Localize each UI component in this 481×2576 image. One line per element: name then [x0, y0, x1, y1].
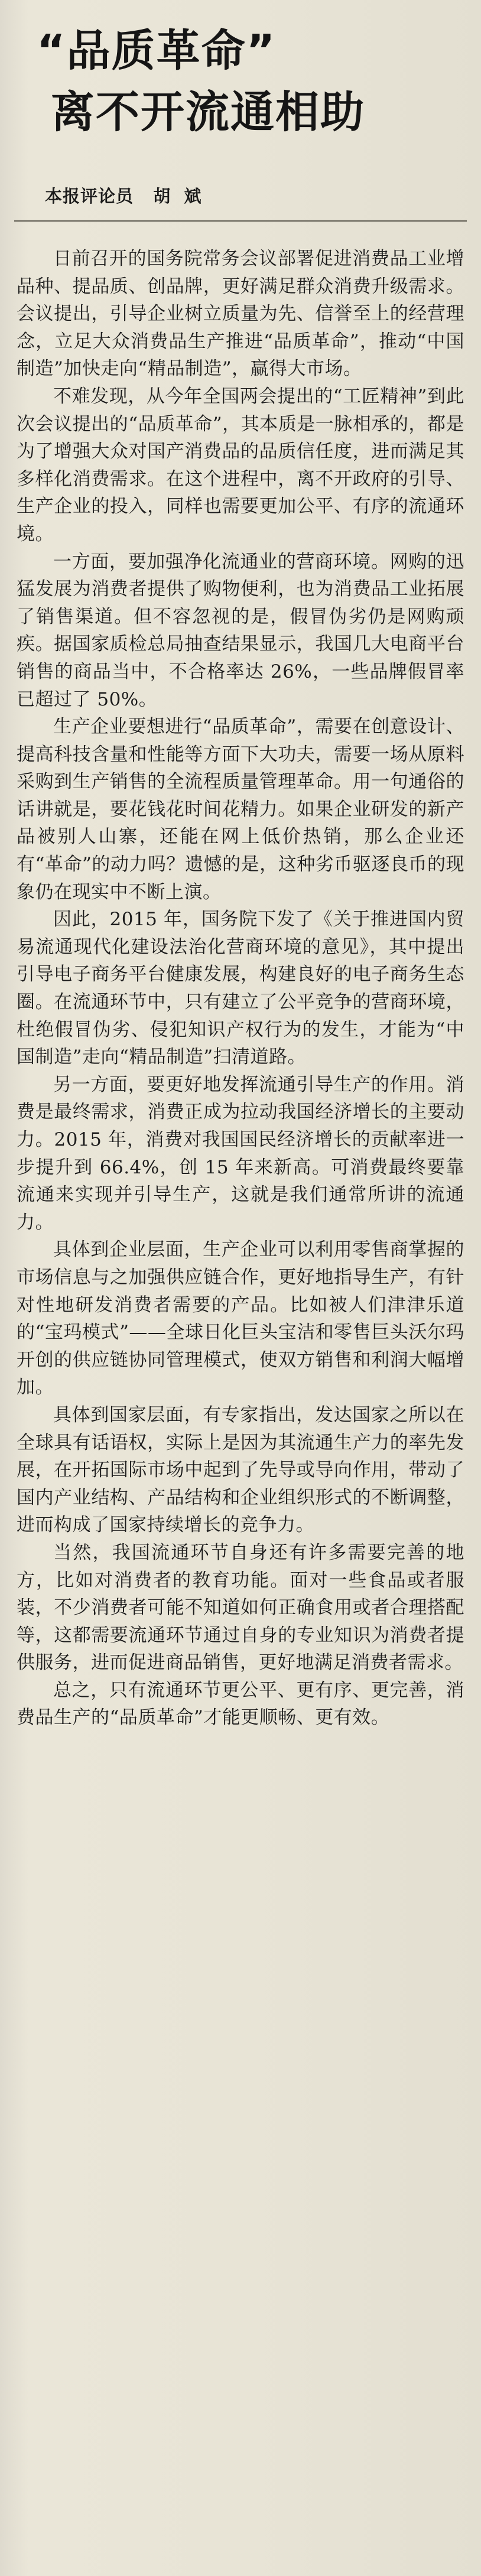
headline-line-2: 离不开流通相助 [51, 87, 365, 138]
headline-line-1: “品质革命” [37, 25, 277, 76]
paragraph: 一方面，要加强净化流通业的营商环境。网购的迅猛发展为消费者提供了购物便利，也为消费品工业拓展了销售渠道。但不容忽视的是，假冒伪劣仍是网购顽疾。据国家质检总局抽查结果显示，我国几大电商平台销售的商品当中，不合格率达 26%，一些品牌假冒率已超过了 50%。 [17, 551, 464, 710]
paragraph: 因此，2015 年，国务院下发了《关于推进国内贸易流通现代化建设法治化营商环境的意见》，其中提出引导电子商务平台健康发展，构建良好的电子商务生态圈。在流通环节中，只有建立了公平竞争的营商环境，杜绝假冒伪劣、侵犯知识产权行为的发生，才能为“中国制造”走向“精品制造”扫清道路。 [17, 909, 464, 1068]
paragraph: 生产企业要想进行“品质革命”，需要在创意设计、提高科技含量和性能等方面下大功夫，需要一场从原料采购到生产销售的全流程质量管理革命。用一句通俗的话讲就是，要花钱花时间花精力。如果企业研发的新产品被别人山寨，还能在网上低价热销，那么企业还有“革命”的动力吗？遗憾的是，这种劣币驱逐良币的现象仍在现实中不断上演。 [17, 716, 464, 903]
article-body [17, 245, 464, 1732]
paragraph: 具体到企业层面，生产企业可以利用零售商掌握的市场信息与之加强供应链合作，更好地指导生产，有针对性地研发消费者需要的产品。比如被人们津津乐道的“宝玛模式”——全球日化巨头宝洁和零售巨头沃尔玛开创的供应链协同管理模式，使双方销售和利润大幅增加。 [17, 1239, 464, 1398]
byline: 本报评论员 胡 斌 [45, 186, 202, 206]
paragraph: 总之，只有流通环节更公平、更有序、更完善，消费品生产的“品质革命”才能更顺畅、更有效。 [17, 1679, 464, 1729]
paragraph: 另一方面，要更好地发挥流通引导生产的作用。消费是最终需求，消费正成为拉动我国经济增长的主要动力。2015 年，消费对我国国民经济增长的贡献率进一步提升到 66.4%，创 15 年来新高。可消费最终要靠流通来实现并引导生产，这就是我们通常所讲的流通力。 [17, 1074, 464, 1233]
paragraph: 日前召开的国务院常务会议部署促进消费品工业增品种、提品质、创品牌，更好满足群众消费升级需求。会议提出，引导企业树立质量为先、信誉至上的经营理念，立足大众消费品生产推进“品质革命”，推动“中国制造”加快走向“精品制造”，赢得大市场。 [17, 248, 464, 380]
paragraph: 不难发现，从今年全国两会提出的“工匠精神”到此次会议提出的“品质革命”，其本质是一脉相承的，都是为了增强大众对国产消费品的品质信任度，进而满足其多样化消费需求。在这个进程中，离不开政府的引导、生产企业的投入，同样也需要更加公平、有序的流通环境。 [17, 385, 464, 545]
headline [37, 8, 475, 143]
paragraph: 当然，我国流通环节自身还有许多需要完善的地方，比如对消费者的教育功能。面对一些食品或者服装，不少消费者可能不知道如何正确食用或者合理搭配等，这都需要流通环节通过自身的专业知识为消费者提供服务，进而促进商品销售，更好地满足消费者需求。 [17, 1541, 464, 1674]
divider [14, 220, 467, 222]
paragraph: 具体到国家层面，有专家指出，发达国家之所以在全球具有话语权，实际上是因为其流通生产力的率先发展，在开拓国际市场中起到了先导或导向作用，带动了国内产业结构、产品结构和企业组织形式的不断调整，进而构成了国家持续增长的竞争力。 [17, 1404, 464, 1536]
